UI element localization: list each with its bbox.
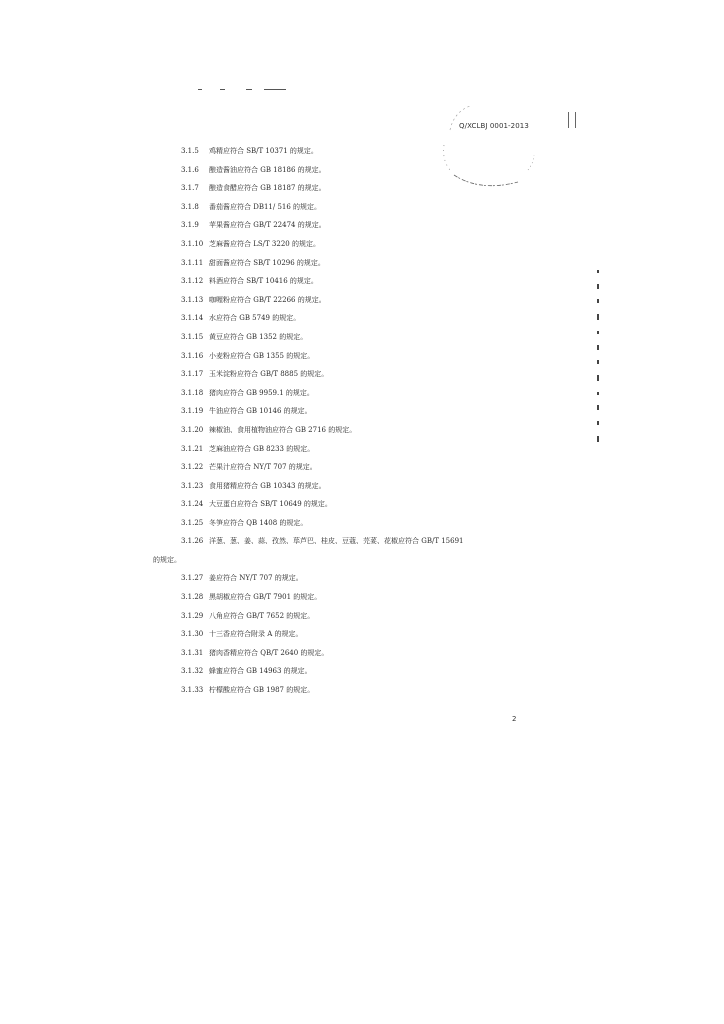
clause-text: 酿造酱油应符合 GB 18186 的规定。 (209, 165, 326, 174)
clause-number: 3.1.30 (181, 630, 204, 639)
clause-text: 料酒应符合 SB/T 10416 的规定。 (209, 277, 318, 286)
clause-number: 3.1.21 (181, 444, 204, 453)
clause-number: 3.1.27 (181, 574, 204, 583)
clause-item (153, 537, 541, 564)
clause-text: 黑胡椒应符合 GB/T 7901 的规定。 (209, 593, 322, 602)
clause-number: 3.1.5 (181, 147, 199, 155)
clause-text: 苹果酱应符合 GB/T 22474 的规定。 (209, 221, 326, 230)
clause-text: 洋葱、葱、姜、蒜、孜然、荜芦巴、桂皮、豆蔻、芫荽、花椒应符合 GB/T 15691 (209, 537, 464, 546)
clause-item (181, 667, 541, 676)
scan-artifact-dashes (198, 89, 288, 91)
clause-text: 蜂蜜应符合 GB 14963 的规定。 (209, 667, 312, 676)
corner-mark (568, 112, 576, 128)
clause-number: 3.1.33 (181, 686, 204, 695)
clause-text: 咖喱粉应符合 GB/T 22266 的规定。 (209, 295, 326, 304)
clause-text: 冬笋应符合 QB 1408 的规定。 (209, 518, 308, 527)
clause-item (181, 352, 541, 361)
clause-item (181, 519, 541, 528)
clause-item (181, 463, 541, 472)
clause-text: 十三香应符合附录 A 的规定。 (209, 630, 303, 639)
clause-item (181, 482, 541, 491)
clause-item (181, 147, 541, 156)
clause-number: 3.1.19 (181, 407, 204, 416)
clause-item (181, 649, 541, 658)
clause-text: 食用猪精应符合 GB 10343 的规定。 (209, 481, 326, 490)
clause-number: 3.1.16 (181, 351, 204, 360)
clause-item (181, 314, 541, 323)
clause-item (181, 426, 541, 435)
clause-item (181, 277, 541, 286)
clause-number: 3.1.26 (181, 537, 204, 546)
clause-text: 猪肉香精应符合 QB/T 2640 的规定。 (209, 648, 329, 657)
clause-number: 3.1.17 (181, 370, 204, 379)
clause-number: 3.1.28 (181, 593, 204, 602)
clause-list (153, 147, 541, 705)
clause-number: 3.1.13 (181, 295, 204, 304)
clause-item (181, 166, 541, 175)
clause-number: 3.1.18 (181, 388, 204, 397)
clause-item (181, 184, 541, 193)
clause-text: 番茄酱应符合 DB11/ 516 的规定。 (209, 202, 322, 211)
clause-item (181, 445, 541, 454)
clause-text: 芝麻酱应符合 LS/T 3220 的规定。 (209, 239, 320, 248)
clause-item (181, 593, 541, 602)
clause-text: 甜面酱应符合 SB/T 10296 的规定。 (209, 258, 325, 267)
document-code: Q/XCLBJ 0001-2013 (459, 122, 529, 130)
clause-item (181, 240, 541, 249)
clause-item (181, 221, 541, 230)
clause-item (181, 203, 541, 212)
clause-text: 玉米淀粉应符合 GB/T 8885 的规定。 (209, 370, 329, 379)
clause-item (181, 296, 541, 305)
clause-text: 猪肉应符合 GB 9959.1 的规定。 (209, 388, 314, 397)
clause-item (181, 370, 541, 379)
clause-number: 3.1.7 (181, 184, 199, 193)
clause-text: 小麦粉应符合 GB 1355 的规定。 (209, 351, 315, 360)
clause-text: 芒果汁应符合 NY/T 707 的规定。 (209, 463, 317, 472)
clause-item (181, 686, 541, 695)
clause-number: 3.1.25 (181, 518, 204, 527)
clause-item (181, 407, 541, 416)
clause-text: 鸡精应符合 SB/T 10371 的规定。 (209, 147, 318, 155)
clause-number: 3.1.29 (181, 611, 204, 620)
clause-number: 3.1.12 (181, 277, 204, 286)
clause-text: 辣椒油、食用植物油应符合 GB 2716 的规定。 (209, 425, 357, 434)
clause-number: 3.1.32 (181, 667, 204, 676)
clause-item (181, 333, 541, 342)
clause-text: 柠檬酸应符合 GB 1987 的规定。 (209, 686, 315, 695)
clause-number: 3.1.31 (181, 648, 204, 657)
clause-number: 3.1.22 (181, 463, 204, 472)
clause-text: 芝麻油应符合 GB 8233 的规定。 (209, 444, 315, 453)
clause-number: 3.1.10 (181, 239, 204, 248)
clause-item (181, 500, 541, 509)
clause-text: 八角应符合 GB/T 7652 的规定。 (209, 611, 315, 620)
clause-text: 大豆蛋白应符合 SB/T 10649 的规定。 (209, 500, 332, 509)
clause-text: 牛油应符合 GB 10146 的规定。 (209, 407, 312, 416)
clause-number: 3.1.14 (181, 314, 204, 323)
clause-text-continuation: 的规定。 (153, 555, 181, 564)
clause-item (181, 574, 541, 583)
clause-item (181, 630, 541, 639)
clause-text: 黄豆应符合 GB 1352 的规定。 (209, 332, 308, 341)
clause-number: 3.1.8 (181, 202, 199, 211)
clause-item (181, 259, 541, 268)
clause-text: 姜应符合 NY/T 707 的规定。 (209, 574, 303, 583)
clause-number: 3.1.11 (181, 258, 204, 267)
clause-item (181, 612, 541, 621)
page-number: 2 (512, 715, 517, 723)
clause-number: 3.1.20 (181, 425, 204, 434)
clause-number: 3.1.23 (181, 481, 204, 490)
clause-number: 3.1.24 (181, 500, 204, 509)
clause-text: 水应符合 GB 5749 的规定。 (209, 314, 301, 323)
clause-item (181, 389, 541, 398)
clause-number: 3.1.15 (181, 332, 204, 341)
clause-text: 酿造食醋应符合 GB 18187 的规定。 (209, 184, 326, 193)
clause-number: 3.1.9 (181, 221, 199, 230)
clause-number: 3.1.6 (181, 165, 199, 174)
scan-edge-marks (596, 270, 600, 442)
